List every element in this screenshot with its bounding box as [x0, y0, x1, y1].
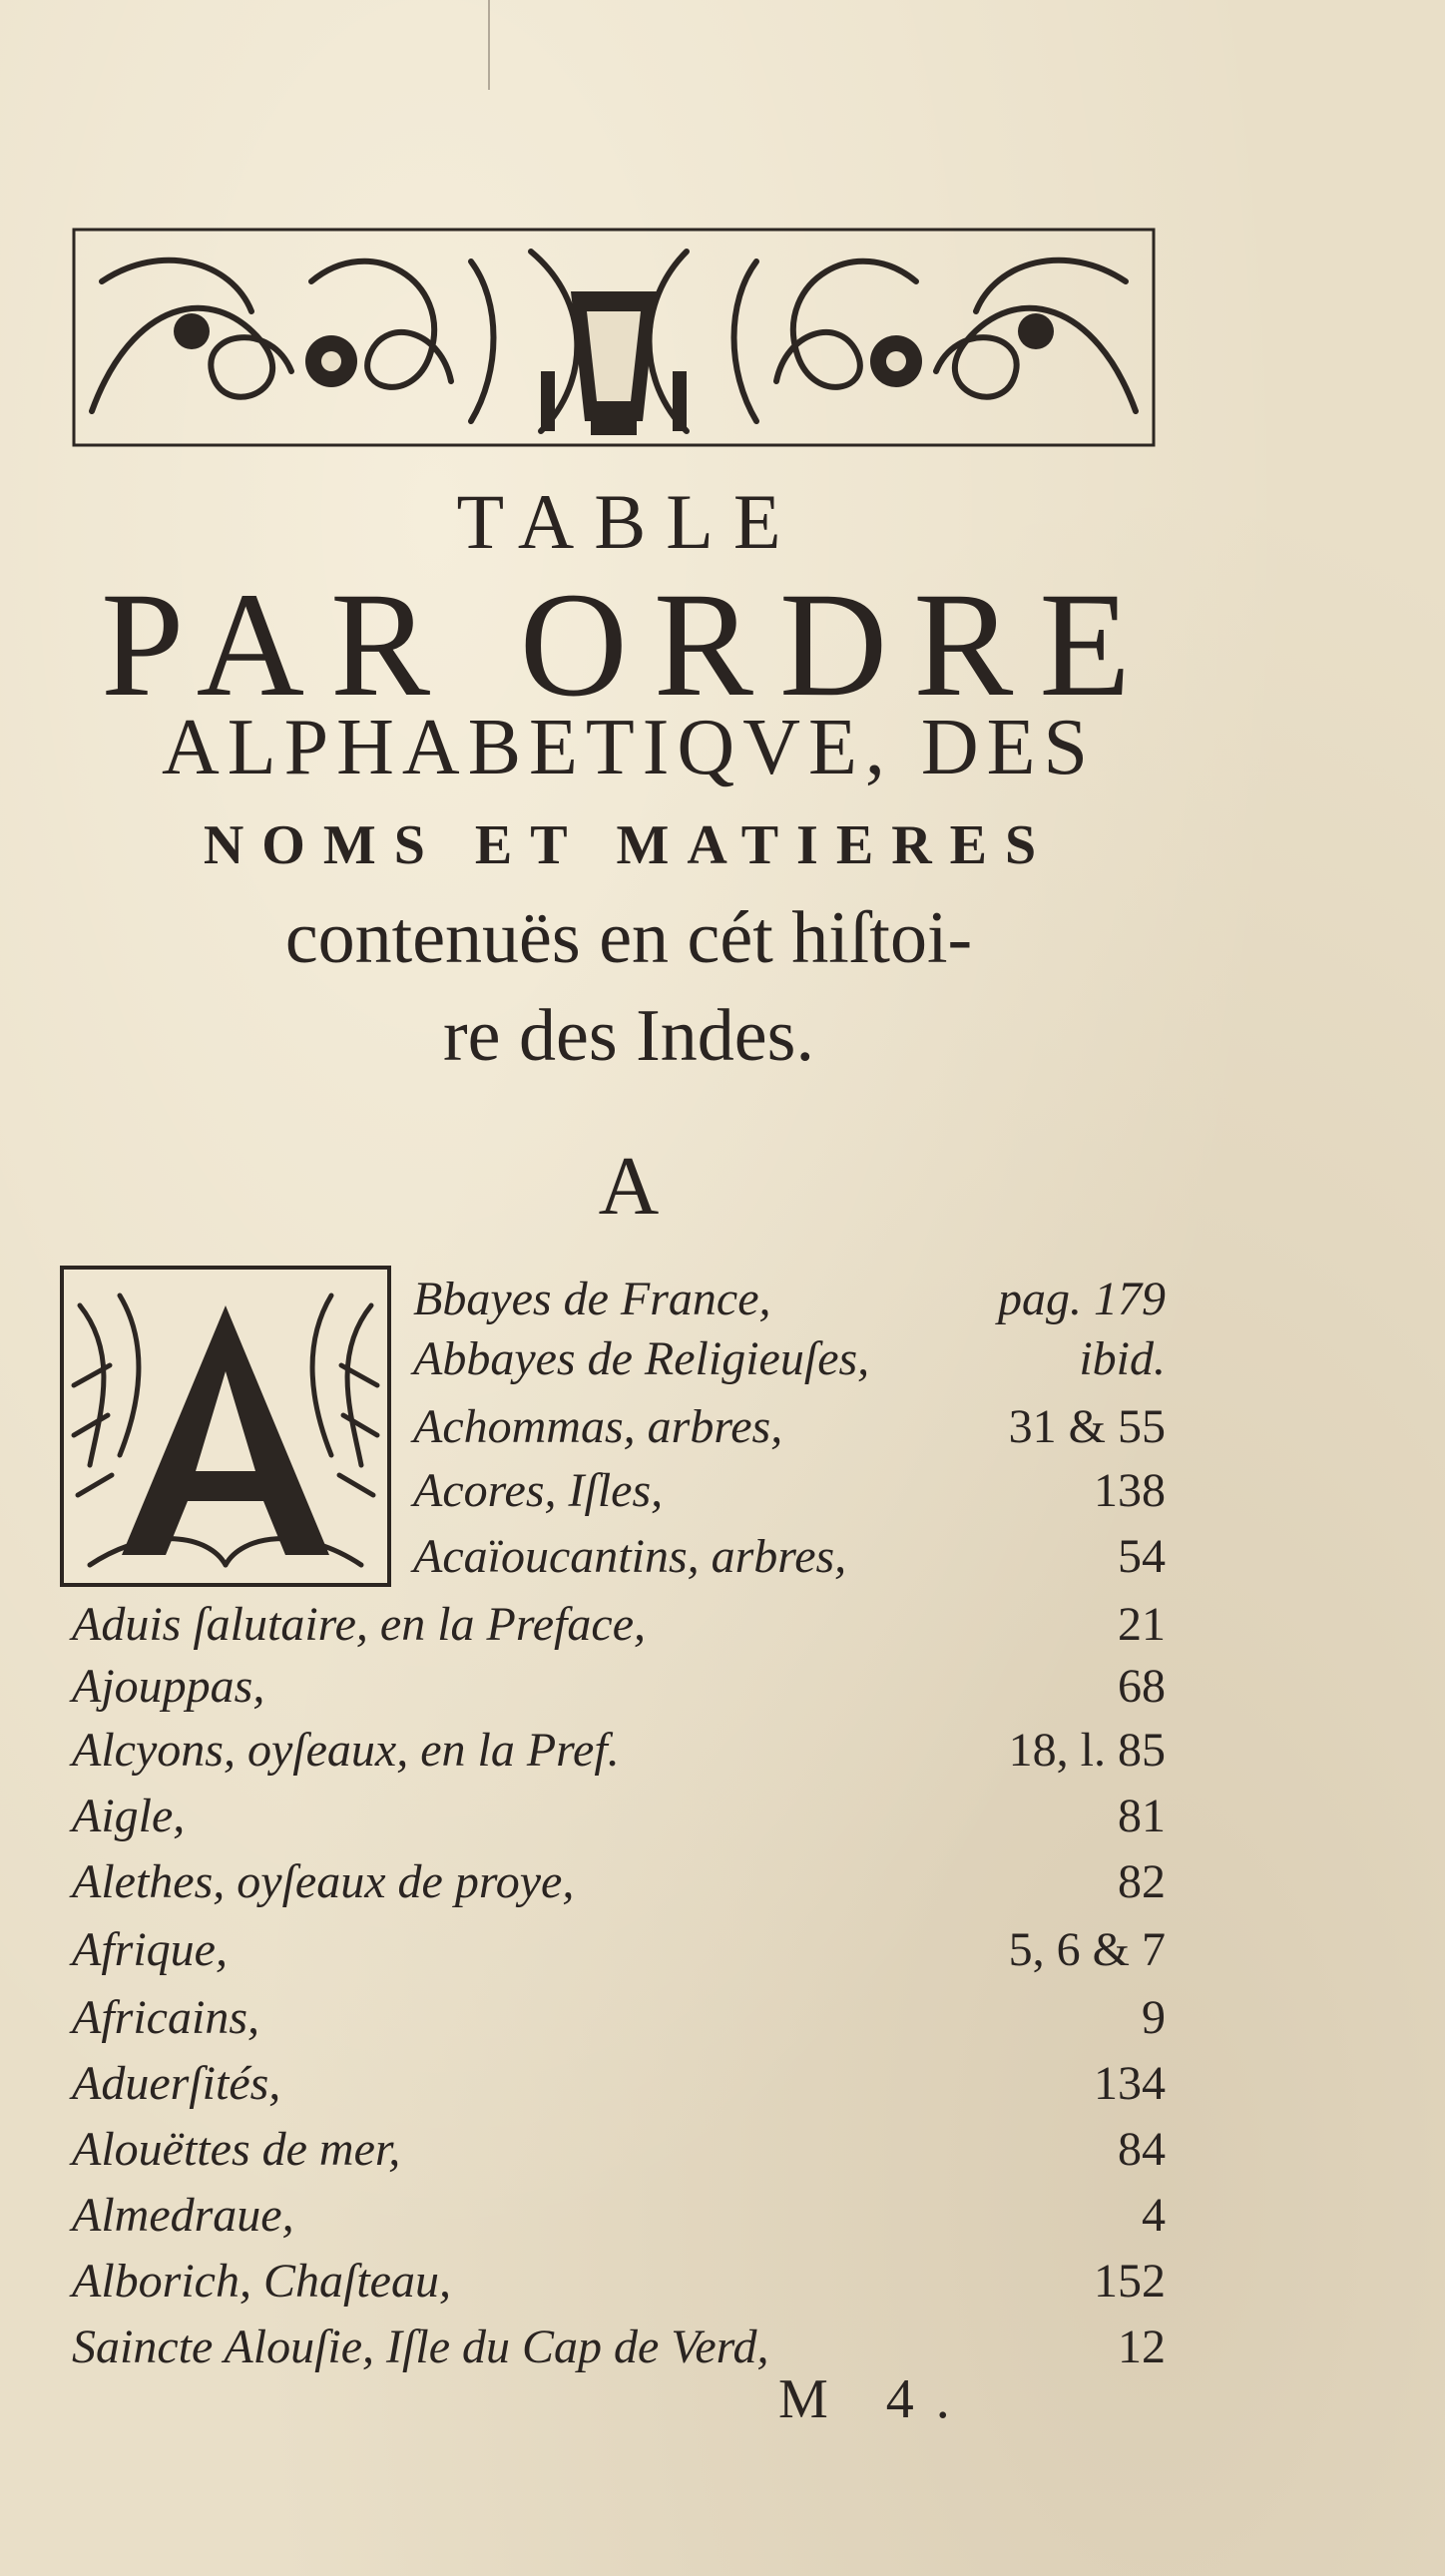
index-entry [413, 1395, 1166, 1459]
index-entry [72, 2052, 1166, 2116]
index-entry [413, 1459, 1166, 1523]
entry-name: Saincte Alouſie, Iſle du Cap de Verd, [72, 2320, 769, 2373]
index-entry [72, 1850, 1166, 1914]
entry-page: 31 & 55 [1008, 1400, 1166, 1453]
heading-par-ordre: PAR ORDRE [101, 562, 1157, 728]
heading-noms-matieres: NOMS ET MATIERES [203, 814, 1055, 876]
entry-name: Aigle, [72, 1790, 186, 1842]
entry-name: Almedraue, [72, 2189, 294, 2242]
index-entry [72, 2250, 1166, 2314]
heading-des-indes: re des Indes. [443, 995, 814, 1077]
heading-alphabetique: ALPHABETIQVE, DES [162, 704, 1096, 791]
entry-name: Alborich, Chaſteau, [72, 2255, 451, 2308]
entry-name: Alethes, oyſeaux de proye, [72, 1855, 575, 1908]
entry-name: Alouëttes de mer, [72, 2123, 401, 2176]
index-entry [72, 2184, 1166, 2248]
entry-name: Aduerſités, [72, 2057, 281, 2110]
entry-page: 134 [1094, 2057, 1166, 2110]
entry-name: Africains, [72, 1991, 259, 2044]
entry-name: Bbayes de France, [413, 1273, 771, 1325]
entry-page: 138 [1094, 1464, 1166, 1517]
heading-table: TABLE [456, 478, 801, 565]
entry-page: 54 [1118, 1530, 1166, 1583]
entry-page: 5, 6 & 7 [1008, 1923, 1166, 1976]
entry-page: 84 [1118, 2123, 1166, 2176]
entry-page: 82 [1118, 1855, 1166, 1908]
entry-page: pag. 179 [998, 1273, 1166, 1325]
index-entry [72, 1918, 1166, 1982]
entry-page: 12 [1118, 2320, 1166, 2373]
entry-page: 152 [1094, 2255, 1166, 2308]
signature-mark: M 4. [778, 2368, 972, 2430]
entry-name: Aduis ſalutaire, en la Preface, [72, 1598, 646, 1651]
entry-name: Achommas, arbres, [413, 1400, 783, 1453]
index-entry [72, 1785, 1166, 1848]
entry-page: 4 [1142, 2189, 1166, 2242]
heading-contenues: contenuës en cét hiſtoi- [284, 897, 973, 979]
index-entry [413, 1525, 1166, 1589]
entry-name: Acores, Iſles, [413, 1464, 664, 1517]
entry-name: Acaïoucantins, arbres, [413, 1530, 847, 1583]
index-entry [72, 1593, 1166, 1657]
entry-name: Alcyons, oyſeaux, en la Pref. [72, 1724, 620, 1777]
index-entry [413, 1327, 1166, 1391]
entry-page: 18, l. 85 [1008, 1724, 1166, 1777]
section-letter: A [598, 1140, 660, 1233]
entry-page: ibid. [1079, 1332, 1166, 1385]
entry-name: Afrique, [72, 1923, 228, 1976]
index-entry [72, 1986, 1166, 2050]
entry-page: 68 [1118, 1660, 1166, 1713]
index-entry [72, 2118, 1166, 2182]
entry-page: 21 [1118, 1598, 1166, 1651]
entry-name: Ajouppas, [72, 1660, 265, 1713]
index-entry [72, 1719, 1166, 1783]
index-entry [72, 2316, 1166, 2379]
entry-page: 81 [1118, 1790, 1166, 1842]
index-entry [413, 1268, 1166, 1331]
entry-page: 9 [1142, 1991, 1166, 2044]
entry-name: Abbayes de Religieuſes, [413, 1332, 870, 1385]
index-entry [72, 1655, 1166, 1719]
